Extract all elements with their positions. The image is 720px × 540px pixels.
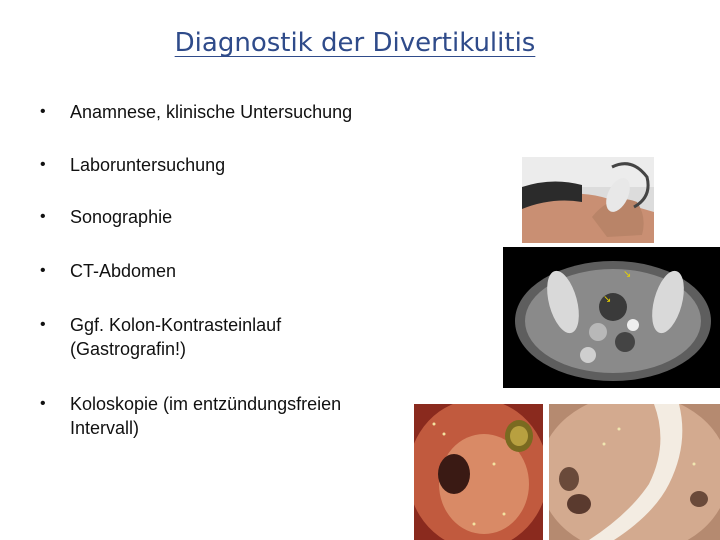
- ct-scan-image: [503, 247, 720, 388]
- bullet-text: CT-Abdomen: [70, 261, 177, 281]
- colonoscopy-image-left: [414, 404, 543, 540]
- bullet-text: Laboruntersuchung: [70, 155, 226, 175]
- bullet-marker: •: [40, 156, 46, 173]
- svg-text:↘: ↘: [603, 294, 612, 305]
- slide-title: Diagnostik der Divertikulitis: [174, 28, 536, 58]
- bullet-text: Koloskopie (im entzündungsfreien Intervall): [70, 394, 342, 438]
- bullet-text: Anamnese, klinische Untersuchung: [70, 102, 353, 122]
- colonoscopy-image-right: [549, 404, 720, 540]
- bullet-marker: •: [40, 395, 46, 412]
- bullet-marker: •: [40, 103, 46, 120]
- bullet-text: Ggf. Kolon-Kontrasteinlauf (Gastrografin!): [70, 315, 282, 359]
- bullet-marker: •: [40, 316, 46, 333]
- ultrasound-image: [522, 157, 654, 243]
- bullet-marker: •: [40, 262, 46, 279]
- bullet-text: Sonographie: [70, 207, 173, 227]
- svg-text:↘: ↘: [623, 269, 632, 280]
- bullet-marker: •: [40, 208, 46, 225]
